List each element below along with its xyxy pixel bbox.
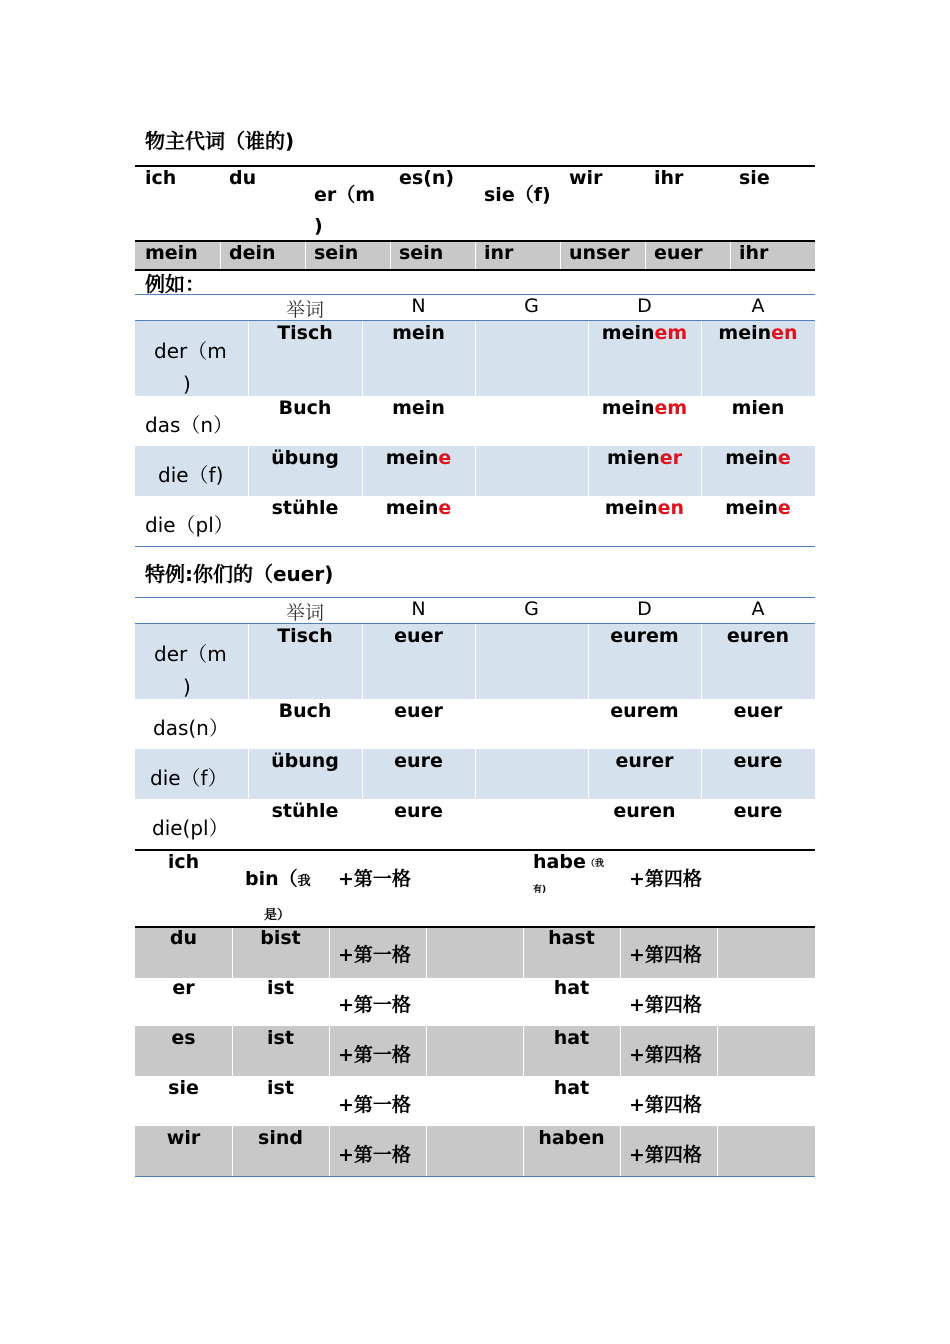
case-4-cell: +第四格 (629, 1044, 702, 1066)
dative-cell: eurem (610, 625, 679, 647)
haben-note: 有) (533, 885, 547, 895)
sein-note: 是） (264, 908, 291, 923)
possessive-euer: euer (654, 242, 703, 264)
haben-cell: hat (553, 1027, 590, 1049)
header-noun: 举词 (285, 602, 324, 624)
case-1-cell: +第一格 (338, 994, 411, 1016)
noun-cell: Buch (278, 700, 332, 722)
sein-cell: bin（我 (245, 868, 311, 890)
pronoun-sie-f: sie（f) (484, 184, 551, 206)
gender-label-close: ) (183, 675, 191, 699)
sein-cell: ist (267, 1027, 294, 1049)
accusative-cell: mien (731, 397, 785, 419)
noun-cell: Buch (278, 397, 332, 419)
case-4-cell: +第四格 (629, 944, 702, 966)
case-4-cell: +第四格 (629, 1144, 702, 1166)
header-noun: 举词 (285, 299, 324, 321)
header-g: G (524, 295, 539, 317)
example-label: 例如： (145, 272, 205, 296)
gender-label: die（pl） (145, 513, 234, 537)
accusative-cell: euer (733, 700, 783, 722)
sein-cell: bist (260, 927, 301, 949)
dative-cell: miener (607, 447, 682, 469)
gender-label: das(n） (153, 716, 229, 740)
nominative-cell: eure (394, 800, 443, 822)
noun-cell: übung (271, 750, 339, 772)
pronoun-ihr: ihr (654, 167, 684, 189)
pronoun-wir: wir (569, 167, 603, 189)
accusative-cell: meine (725, 447, 791, 469)
accusative-cell: meine (725, 497, 791, 519)
header-a: A (751, 295, 765, 317)
pronoun-cell: sie (168, 1077, 199, 1099)
gender-label: der（m (154, 642, 227, 666)
possessive-mein: mein (145, 242, 198, 264)
dative-cell: meinem (601, 322, 688, 344)
possessive-inr: inr (484, 242, 514, 264)
section-title: 特例:你们的（euer) (145, 562, 334, 586)
gender-label: das（n） (145, 413, 234, 437)
pronoun-cell: er (172, 977, 195, 999)
header-n: N (411, 295, 426, 317)
case-1-cell: +第一格 (338, 1144, 411, 1166)
pronoun-er-close: ) (314, 215, 323, 237)
haben-cell: habe（我 (533, 851, 604, 873)
haben-cell: hast (548, 927, 595, 949)
sein-cell: ist (267, 1077, 294, 1099)
nominative-cell: mein (392, 322, 445, 344)
haben-cell: hat (553, 977, 590, 999)
nominative-cell: euer (394, 700, 443, 722)
accusative-cell: meinen (718, 322, 798, 344)
case-4-cell: +第四格 (629, 994, 702, 1016)
accusative-cell: euren (726, 625, 790, 647)
nominative-cell: mein (392, 397, 445, 419)
header-d: D (637, 295, 652, 317)
header-a: A (751, 598, 765, 620)
possessive-sein-m: sein (314, 242, 359, 264)
possessive-ihr: ihr (739, 242, 769, 264)
gender-label-close: ) (183, 372, 191, 396)
noun-cell: Tisch (277, 322, 333, 344)
case-1-cell: +第一格 (338, 944, 411, 966)
dative-cell: meinen (604, 497, 685, 519)
nominative-cell: meine (385, 497, 452, 519)
noun-cell: übung (271, 447, 339, 469)
dative-cell: eurer (615, 750, 674, 772)
pronoun-er: er（m (314, 184, 376, 206)
possessive-dein: dein (229, 242, 276, 264)
gender-label: die(pl） (152, 816, 229, 840)
pronoun-sie-pl: sie (739, 167, 770, 189)
header-d: D (637, 598, 652, 620)
pronoun-cell: es (171, 1027, 196, 1049)
header-g: G (524, 598, 539, 620)
case-1-cell: +第一格 (338, 1094, 411, 1116)
pronoun-cell: ich (167, 851, 200, 873)
accusative-cell: eure (733, 800, 783, 822)
noun-cell: stühle (271, 800, 339, 822)
gender-label: die（f） (150, 766, 228, 790)
nominative-cell: meine (385, 447, 452, 469)
pronoun-cell: du (169, 927, 198, 949)
noun-cell: Tisch (277, 625, 333, 647)
nominative-cell: euer (394, 625, 443, 647)
haben-cell: hat (553, 1077, 590, 1099)
pronoun-cell: wir (166, 1127, 201, 1149)
sein-cell: sind (258, 1127, 303, 1149)
accusative-cell: eure (733, 750, 783, 772)
case-4-cell: +第四格 (629, 868, 702, 890)
noun-cell: stühle (271, 497, 339, 519)
gender-label: die（f) (158, 463, 224, 487)
haben-cell: haben (538, 1127, 605, 1149)
dative-cell: eurem (610, 700, 679, 722)
nominative-cell: eure (394, 750, 443, 772)
case-1-cell: +第一格 (338, 1044, 411, 1066)
case-4-cell: +第四格 (629, 1094, 702, 1116)
case-1-cell: +第一格 (338, 868, 411, 890)
page-title: 物主代词（谁的) (145, 129, 295, 153)
pronoun-ich: ich (145, 167, 177, 189)
pronoun-es: es(n) (399, 167, 455, 189)
dative-cell: meinem (601, 397, 688, 419)
possessive-sein-n: sein (399, 242, 444, 264)
dative-cell: euren (613, 800, 676, 822)
sein-cell: ist (267, 977, 294, 999)
pronoun-du: du (229, 167, 257, 189)
gender-label: der（m (154, 339, 227, 363)
header-n: N (411, 598, 426, 620)
possessive-unser: unser (569, 242, 630, 264)
